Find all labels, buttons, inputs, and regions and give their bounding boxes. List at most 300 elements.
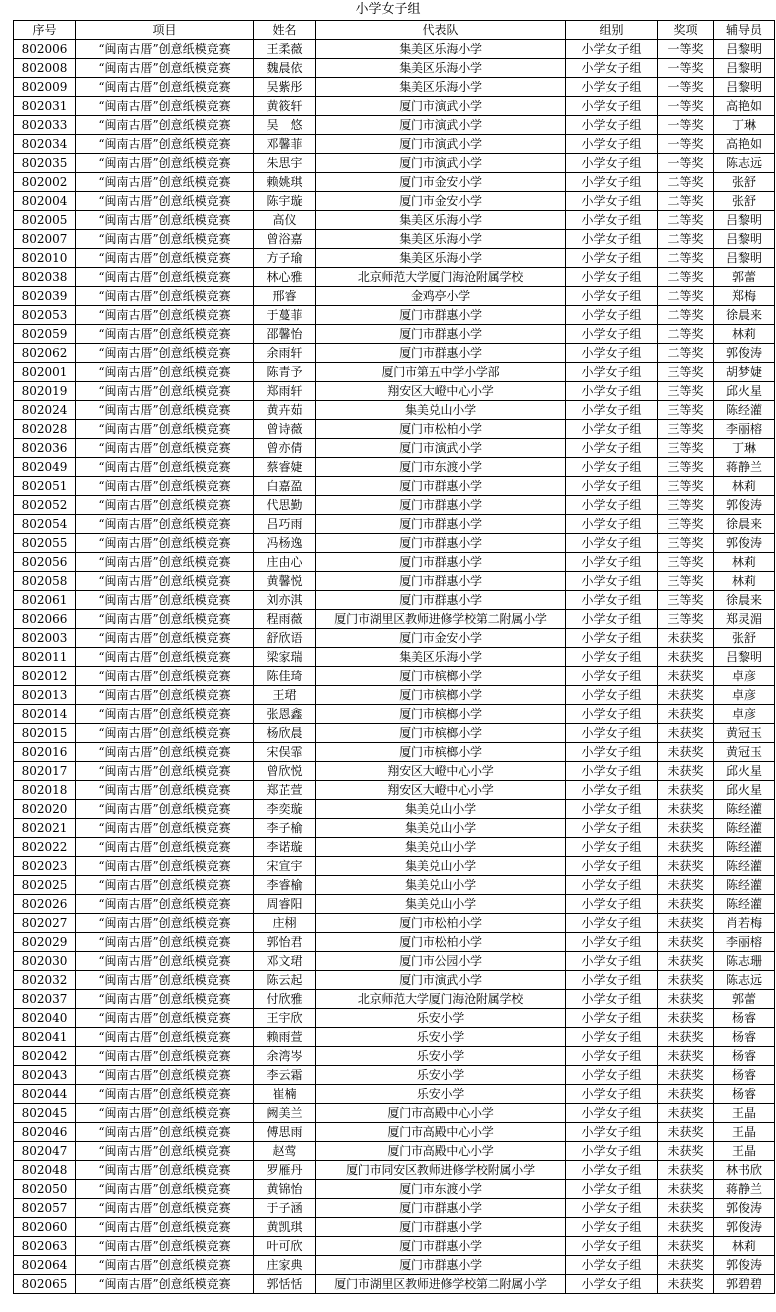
cell-group: 小学女子组 (566, 1085, 658, 1104)
table-row (14, 1218, 775, 1237)
cell-id: 802006 (14, 40, 76, 59)
cell-id: 802047 (14, 1142, 76, 1161)
cell-coach: 邱火星 (714, 382, 775, 401)
cell-project: “闽南古厝”创意纸模竞赛 (76, 1066, 254, 1085)
cell-coach: 陈经灌 (714, 895, 775, 914)
cell-coach: 李丽榕 (714, 933, 775, 952)
cell-group: 小学女子组 (566, 173, 658, 192)
table-row (14, 439, 775, 458)
table-row (14, 192, 775, 211)
cell-project: “闽南古厝”创意纸模竞赛 (76, 1218, 254, 1237)
cell-project: “闽南古厝”创意纸模竞赛 (76, 135, 254, 154)
cell-project: “闽南古厝”创意纸模竞赛 (76, 762, 254, 781)
cell-coach: 陈志远 (714, 154, 775, 173)
cell-project: “闽南古厝”创意纸模竞赛 (76, 249, 254, 268)
cell-name: 郑雨轩 (254, 382, 316, 401)
cell-team: 北京师范大学厦门海沧附属学校 (316, 268, 566, 287)
cell-award: 三等奖 (658, 363, 714, 382)
table-row (14, 1256, 775, 1275)
table-row (14, 325, 775, 344)
cell-name: 舒欣语 (254, 629, 316, 648)
cell-name: 余雨轩 (254, 344, 316, 363)
cell-coach: 高艳如 (714, 135, 775, 154)
cell-id: 802034 (14, 135, 76, 154)
cell-name: 李云霜 (254, 1066, 316, 1085)
cell-project: “闽南古厝”创意纸模竞赛 (76, 382, 254, 401)
table-row (14, 287, 775, 306)
cell-group: 小学女子组 (566, 420, 658, 439)
cell-coach: 吕黎明 (714, 40, 775, 59)
table-row (14, 420, 775, 439)
cell-award: 未获奖 (658, 743, 714, 762)
cell-name: 赵莺 (254, 1142, 316, 1161)
cell-group: 小学女子组 (566, 1180, 658, 1199)
cell-award: 一等奖 (658, 97, 714, 116)
table-row (14, 496, 775, 515)
cell-group: 小学女子组 (566, 1256, 658, 1275)
cell-name: 曾诗薇 (254, 420, 316, 439)
cell-project: “闽南古厝”创意纸模竞赛 (76, 914, 254, 933)
cell-id: 802048 (14, 1161, 76, 1180)
cell-coach: 吕黎明 (714, 211, 775, 230)
cell-team: 厦门市松柏小学 (316, 914, 566, 933)
cell-coach: 高艳如 (714, 97, 775, 116)
header-team: 代表队 (316, 21, 566, 40)
cell-coach: 陈经灌 (714, 838, 775, 857)
cell-project: “闽南古厝”创意纸模竞赛 (76, 325, 254, 344)
cell-team: 厦门市演武小学 (316, 135, 566, 154)
table-row (14, 990, 775, 1009)
table-row (14, 477, 775, 496)
cell-team: 厦门市群惠小学 (316, 1199, 566, 1218)
cell-team: 集美区乐海小学 (316, 230, 566, 249)
cell-project: “闽南古厝”创意纸模竞赛 (76, 1104, 254, 1123)
cell-team: 厦门市群惠小学 (316, 1256, 566, 1275)
header-name: 姓名 (254, 21, 316, 40)
cell-group: 小学女子组 (566, 1237, 658, 1256)
cell-award: 未获奖 (658, 952, 714, 971)
cell-award: 未获奖 (658, 1028, 714, 1047)
cell-award: 三等奖 (658, 401, 714, 420)
cell-coach: 郭俊涛 (714, 344, 775, 363)
cell-name: 崔楠 (254, 1085, 316, 1104)
cell-project: “闽南古厝”创意纸模竞赛 (76, 1085, 254, 1104)
cell-team: 厦门市松柏小学 (316, 933, 566, 952)
cell-team: 厦门市群惠小学 (316, 344, 566, 363)
table-row (14, 819, 775, 838)
cell-award: 未获奖 (658, 1199, 714, 1218)
cell-award: 三等奖 (658, 496, 714, 515)
cell-team: 厦门市群惠小学 (316, 496, 566, 515)
cell-team: 厦门市金安小学 (316, 192, 566, 211)
table-row (14, 1009, 775, 1028)
cell-name: 郭恬恬 (254, 1275, 316, 1294)
cell-coach: 吕黎明 (714, 78, 775, 97)
cell-award: 未获奖 (658, 1142, 714, 1161)
cell-award: 二等奖 (658, 306, 714, 325)
cell-id: 802025 (14, 876, 76, 895)
table-row (14, 762, 775, 781)
cell-award: 未获奖 (658, 762, 714, 781)
table-row (14, 743, 775, 762)
cell-team: 集美兑山小学 (316, 895, 566, 914)
cell-id: 802035 (14, 154, 76, 173)
table-row (14, 230, 775, 249)
cell-team: 集美区乐海小学 (316, 249, 566, 268)
cell-group: 小学女子组 (566, 591, 658, 610)
cell-name: 黄锦怡 (254, 1180, 316, 1199)
cell-id: 802061 (14, 591, 76, 610)
cell-team: 集美兑山小学 (316, 401, 566, 420)
cell-coach: 陈经灌 (714, 800, 775, 819)
cell-group: 小学女子组 (566, 572, 658, 591)
table-row (14, 1123, 775, 1142)
cell-name: 李奕璇 (254, 800, 316, 819)
table-row (14, 667, 775, 686)
cell-team: 厦门市高殿中心小学 (316, 1104, 566, 1123)
cell-award: 一等奖 (658, 135, 714, 154)
cell-name: 于子涵 (254, 1199, 316, 1218)
cell-team: 乐安小学 (316, 1009, 566, 1028)
cell-project: “闽南古厝”创意纸模竞赛 (76, 800, 254, 819)
cell-project: “闽南古厝”创意纸模竞赛 (76, 819, 254, 838)
cell-project: “闽南古厝”创意纸模竞赛 (76, 1256, 254, 1275)
cell-group: 小学女子组 (566, 1009, 658, 1028)
cell-award: 未获奖 (658, 857, 714, 876)
cell-name: 白嘉盈 (254, 477, 316, 496)
cell-name: 杨欣晨 (254, 724, 316, 743)
cell-id: 802022 (14, 838, 76, 857)
cell-name: 宋俣霏 (254, 743, 316, 762)
cell-coach: 陈经灌 (714, 819, 775, 838)
cell-coach: 胡梦婕 (714, 363, 775, 382)
cell-coach: 卓彦 (714, 667, 775, 686)
cell-group: 小学女子组 (566, 287, 658, 306)
cell-project: “闽南古厝”创意纸模竞赛 (76, 268, 254, 287)
cell-team: 厦门市高殿中心小学 (316, 1123, 566, 1142)
cell-id: 802043 (14, 1066, 76, 1085)
cell-team: 厦门市演武小学 (316, 116, 566, 135)
cell-coach: 吕黎明 (714, 230, 775, 249)
page-title: 小学女子组 (355, 2, 421, 17)
cell-project: “闽南古厝”创意纸模竞赛 (76, 78, 254, 97)
table-row (14, 268, 775, 287)
cell-id: 802042 (14, 1047, 76, 1066)
cell-id: 802064 (14, 1256, 76, 1275)
cell-id: 802028 (14, 420, 76, 439)
cell-name: 陈佳琦 (254, 667, 316, 686)
cell-id: 802066 (14, 610, 76, 629)
table-row (14, 363, 775, 382)
cell-team: 翔安区大嶝中心小学 (316, 781, 566, 800)
cell-award: 未获奖 (658, 1275, 714, 1294)
cell-coach: 陈经灌 (714, 401, 775, 420)
cell-name: 高仪 (254, 211, 316, 230)
cell-name: 李子榆 (254, 819, 316, 838)
cell-coach: 杨睿 (714, 1066, 775, 1085)
cell-coach: 卓彦 (714, 705, 775, 724)
cell-project: “闽南古厝”创意纸模竞赛 (76, 572, 254, 591)
cell-coach: 丁琳 (714, 116, 775, 135)
cell-name: 黄凯琪 (254, 1218, 316, 1237)
cell-group: 小学女子组 (566, 819, 658, 838)
cell-award: 未获奖 (658, 990, 714, 1009)
cell-group: 小学女子组 (566, 610, 658, 629)
cell-project: “闽南古厝”创意纸模竞赛 (76, 629, 254, 648)
cell-award: 二等奖 (658, 192, 714, 211)
cell-id: 802050 (14, 1180, 76, 1199)
cell-award: 未获奖 (658, 1123, 714, 1142)
cell-project: “闽南古厝”创意纸模竞赛 (76, 40, 254, 59)
table-row (14, 249, 775, 268)
cell-award: 未获奖 (658, 1218, 714, 1237)
cell-coach: 蒋静兰 (714, 458, 775, 477)
cell-name: 赖姚琪 (254, 173, 316, 192)
cell-team: 厦门市槟榔小学 (316, 686, 566, 705)
cell-team: 集美区乐海小学 (316, 78, 566, 97)
table-row (14, 154, 775, 173)
cell-project: “闽南古厝”创意纸模竞赛 (76, 401, 254, 420)
cell-group: 小学女子组 (566, 838, 658, 857)
cell-team: 金鸡亭小学 (316, 287, 566, 306)
cell-group: 小学女子组 (566, 990, 658, 1009)
cell-project: “闽南古厝”创意纸模竞赛 (76, 1275, 254, 1294)
cell-group: 小学女子组 (566, 382, 658, 401)
table-row (14, 344, 775, 363)
cell-project: “闽南古厝”创意纸模竞赛 (76, 1180, 254, 1199)
cell-project: “闽南古厝”创意纸模竞赛 (76, 686, 254, 705)
table-row (14, 914, 775, 933)
cell-project: “闽南古厝”创意纸模竞赛 (76, 458, 254, 477)
header-coach: 辅导员 (714, 21, 775, 40)
cell-project: “闽南古厝”创意纸模竞赛 (76, 1199, 254, 1218)
cell-id: 802045 (14, 1104, 76, 1123)
cell-coach: 邱火星 (714, 762, 775, 781)
cell-award: 三等奖 (658, 477, 714, 496)
cell-team: 厦门市演武小学 (316, 97, 566, 116)
cell-project: “闽南古厝”创意纸模竞赛 (76, 838, 254, 857)
cell-coach: 杨睿 (714, 1009, 775, 1028)
cell-project: “闽南古厝”创意纸模竞赛 (76, 1142, 254, 1161)
cell-award: 未获奖 (658, 876, 714, 895)
cell-coach: 黄冠玉 (714, 724, 775, 743)
table-row (14, 1066, 775, 1085)
cell-group: 小学女子组 (566, 952, 658, 971)
cell-project: “闽南古厝”创意纸模竞赛 (76, 705, 254, 724)
cell-award: 未获奖 (658, 933, 714, 952)
cell-group: 小学女子组 (566, 1142, 658, 1161)
cell-group: 小学女子组 (566, 971, 658, 990)
cell-award: 三等奖 (658, 591, 714, 610)
cell-team: 厦门市群惠小学 (316, 1218, 566, 1237)
cell-group: 小学女子组 (566, 667, 658, 686)
table-row (14, 59, 775, 78)
cell-id: 802023 (14, 857, 76, 876)
cell-group: 小学女子组 (566, 800, 658, 819)
table-row (14, 1047, 775, 1066)
cell-award: 二等奖 (658, 287, 714, 306)
cell-id: 802017 (14, 762, 76, 781)
cell-id: 802002 (14, 173, 76, 192)
cell-team: 厦门市金安小学 (316, 629, 566, 648)
cell-award: 三等奖 (658, 458, 714, 477)
table-row (14, 705, 775, 724)
cell-id: 802044 (14, 1085, 76, 1104)
table-row (14, 211, 775, 230)
cell-name: 曾亦倩 (254, 439, 316, 458)
cell-group: 小学女子组 (566, 1028, 658, 1047)
cell-team: 乐安小学 (316, 1047, 566, 1066)
table-row (14, 1237, 775, 1256)
table-row (14, 971, 775, 990)
table-row (14, 724, 775, 743)
cell-coach: 郑灵湄 (714, 610, 775, 629)
cell-name: 陈云起 (254, 971, 316, 990)
cell-name: 赖雨萱 (254, 1028, 316, 1047)
cell-group: 小学女子组 (566, 515, 658, 534)
cell-name: 余湾岑 (254, 1047, 316, 1066)
header-project: 项目 (76, 21, 254, 40)
cell-name: 林心雅 (254, 268, 316, 287)
cell-coach: 杨睿 (714, 1028, 775, 1047)
cell-award: 三等奖 (658, 610, 714, 629)
cell-project: “闽南古厝”创意纸模竞赛 (76, 952, 254, 971)
cell-team: 集美区乐海小学 (316, 648, 566, 667)
cell-name: 魏晨依 (254, 59, 316, 78)
cell-coach: 吕黎明 (714, 648, 775, 667)
cell-project: “闽南古厝”创意纸模竞赛 (76, 59, 254, 78)
table-row (14, 591, 775, 610)
cell-group: 小学女子组 (566, 496, 658, 515)
cell-team: 厦门市群惠小学 (316, 306, 566, 325)
table-row (14, 78, 775, 97)
cell-coach: 陈经灌 (714, 876, 775, 895)
cell-id: 802062 (14, 344, 76, 363)
cell-team: 厦门市群惠小学 (316, 325, 566, 344)
cell-project: “闽南古厝”创意纸模竞赛 (76, 971, 254, 990)
cell-name: 叶可欣 (254, 1237, 316, 1256)
cell-project: “闽南古厝”创意纸模竞赛 (76, 857, 254, 876)
cell-group: 小学女子组 (566, 40, 658, 59)
cell-coach: 黄冠玉 (714, 743, 775, 762)
cell-team: 集美兑山小学 (316, 857, 566, 876)
cell-id: 802049 (14, 458, 76, 477)
cell-id: 802024 (14, 401, 76, 420)
cell-coach: 王晶 (714, 1104, 775, 1123)
cell-project: “闽南古厝”创意纸模竞赛 (76, 344, 254, 363)
cell-award: 一等奖 (658, 59, 714, 78)
table-row (14, 781, 775, 800)
cell-id: 802011 (14, 648, 76, 667)
cell-group: 小学女子组 (566, 97, 658, 116)
table-row (14, 1028, 775, 1047)
cell-name: 方子瑜 (254, 249, 316, 268)
cell-team: 厦门市演武小学 (316, 154, 566, 173)
page-bottom-edge (0, 1304, 776, 1312)
cell-award: 三等奖 (658, 572, 714, 591)
cell-id: 802010 (14, 249, 76, 268)
cell-group: 小学女子组 (566, 306, 658, 325)
table-row (14, 876, 775, 895)
cell-award: 一等奖 (658, 40, 714, 59)
cell-name: 曾欣悦 (254, 762, 316, 781)
cell-group: 小学女子组 (566, 781, 658, 800)
cell-project: “闽南古厝”创意纸模竞赛 (76, 420, 254, 439)
cell-project: “闽南古厝”创意纸模竞赛 (76, 154, 254, 173)
cell-coach: 王晶 (714, 1123, 775, 1142)
cell-name: 李睿榆 (254, 876, 316, 895)
cell-id: 802007 (14, 230, 76, 249)
cell-project: “闽南古厝”创意纸模竞赛 (76, 306, 254, 325)
cell-name: 朱思宇 (254, 154, 316, 173)
cell-coach: 林莉 (714, 1237, 775, 1256)
cell-award: 二等奖 (658, 249, 714, 268)
cell-award: 一等奖 (658, 154, 714, 173)
cell-id: 802030 (14, 952, 76, 971)
cell-project: “闽南古厝”创意纸模竞赛 (76, 610, 254, 629)
cell-coach: 林莉 (714, 553, 775, 572)
cell-id: 802005 (14, 211, 76, 230)
cell-team: 乐安小学 (316, 1028, 566, 1047)
cell-group: 小学女子组 (566, 629, 658, 648)
cell-id: 802058 (14, 572, 76, 591)
cell-project: “闽南古厝”创意纸模竞赛 (76, 895, 254, 914)
cell-project: “闽南古厝”创意纸模竞赛 (76, 1009, 254, 1028)
cell-award: 三等奖 (658, 534, 714, 553)
cell-group: 小学女子组 (566, 1275, 658, 1294)
cell-coach: 肖若梅 (714, 914, 775, 933)
cell-group: 小学女子组 (566, 724, 658, 743)
cell-id: 802051 (14, 477, 76, 496)
cell-group: 小学女子组 (566, 1218, 658, 1237)
table-row (14, 40, 775, 59)
cell-award: 三等奖 (658, 515, 714, 534)
cell-team: 厦门市群惠小学 (316, 477, 566, 496)
table-row (14, 97, 775, 116)
cell-coach: 郭俊涛 (714, 496, 775, 515)
cell-id: 802053 (14, 306, 76, 325)
cell-team: 厦门市群惠小学 (316, 515, 566, 534)
cell-award: 未获奖 (658, 1161, 714, 1180)
cell-name: 邓馨菲 (254, 135, 316, 154)
cell-group: 小学女子组 (566, 762, 658, 781)
cell-project: “闽南古厝”创意纸模竞赛 (76, 933, 254, 952)
cell-team: 厦门市群惠小学 (316, 553, 566, 572)
cell-award: 未获奖 (658, 629, 714, 648)
cell-coach: 林莉 (714, 477, 775, 496)
cell-id: 802063 (14, 1237, 76, 1256)
cell-project: “闽南古厝”创意纸模竞赛 (76, 667, 254, 686)
cell-group: 小学女子组 (566, 1066, 658, 1085)
table-row (14, 648, 775, 667)
cell-award: 未获奖 (658, 705, 714, 724)
cell-project: “闽南古厝”创意纸模竞赛 (76, 781, 254, 800)
table-row (14, 1161, 775, 1180)
cell-coach: 郭俊涛 (714, 1256, 775, 1275)
table-row (14, 135, 775, 154)
cell-group: 小学女子组 (566, 1047, 658, 1066)
table-row (14, 952, 775, 971)
header-id: 序号 (14, 21, 76, 40)
cell-award: 未获奖 (658, 800, 714, 819)
cell-id: 802013 (14, 686, 76, 705)
cell-award: 未获奖 (658, 1180, 714, 1199)
cell-team: 厦门市群惠小学 (316, 591, 566, 610)
cell-id: 802046 (14, 1123, 76, 1142)
cell-team: 厦门市第五中学小学部 (316, 363, 566, 382)
cell-project: “闽南古厝”创意纸模竞赛 (76, 876, 254, 895)
cell-award: 三等奖 (658, 553, 714, 572)
